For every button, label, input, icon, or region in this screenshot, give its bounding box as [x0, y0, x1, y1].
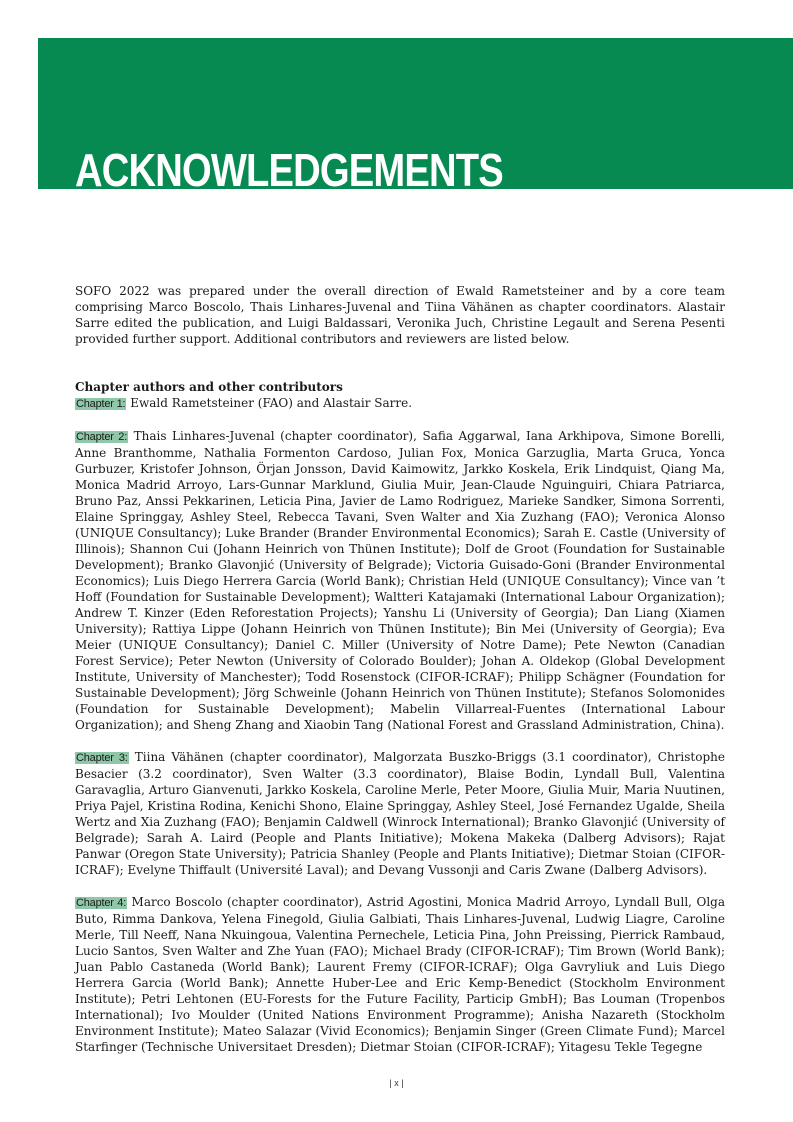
chapter-label: Chapter 1: — [76, 398, 126, 410]
chapter-label: Chapter 2: — [76, 431, 128, 443]
chapter-label: Chapter 3: — [76, 752, 128, 764]
main-content — [75, 283, 725, 1071]
chapter-label: Chapter 4: — [76, 897, 127, 909]
chapter-text: Thais Linhares-Juvenal (chapter coordinator), Safia Aggarwal, Iana Arkhipova, Simone Borelli, Anne Branthomme, Nathalia Formenton Cardoso, Julian Fox, Monica Garzuglia, Marta Gruca, Yonca Gurbuzer, Kristofer Johnson, Örjan Jonsson, David Kaimowitz, Jarkko Koskela, Erik Lindquist, Qiang Ma, Monica Madrid Arroyo, Lars-Gunnar Marklund, Giulia Muir, Jean-Claude Nguinguiri, Chiara Patriarca, Bruno Paz, Anssi Pekkarinen, Leticia Pina, Javier de Lamo Rodriguez, Marieke Sandker, Simona Sorrenti, Elaine Springgay, Ashley Steel, Rebecca Tavani, Sven Walter and Xia Zuzhang (FAO); Veronica Alonso (UNIQUE Consultancy); Luke Brander (Brander Environmental Economics); Sarah E. Castle (University of Illinois); Shannon Cui (Johann Heinrich von Thünen Institute); Dolf de Groot (Foundation for Sustainable Development); Branko Glavonjić (University of Belgrade); Victoria Guisado-Goni (Brander Environmental Economics); Luis Diego Herrera Garcia (World Bank); Christian Held (UNIQUE Consultancy); Vince van ’t Hoff (Foundation for Sustainable Development); Waltteri Katajamaki (International Labour Organization); Andrew T. Kinzer (Eden Reforestation Projects); Yanshu Li (University of Georgia); Dan Liang (Xiamen University); Rattiya Lippe (Johann Heinrich von Thünen Institute); Bin Mei (University of Georgia); Eva Meier (UNIQUE Consultancy); Daniel C. Miller (University of Notre Dame); Pete Newton (Canadian Forest Service); Peter Newton (University of Colorado Boulder); Johan A. Oldekop (Global Development Institute, University of Manchester); Todd Rosenstock (CIFOR-ICRAF); Philipp Schägner (Foundation for Sustainable Development); Jörg Schweinle (Johann Heinrich von Thünen Institute); Stefanos Solomonides (Foundation for Sustainable Development); Mabelin Villarreal-Fuentes (International Labour Organization); and Sheng Zhang and Xiaobin Tang (National Forest and Grassland Administration, China). — [75, 429, 725, 732]
section-heading: Chapter authors and other contributors — [75, 380, 343, 394]
chapter-1-contributors — [75, 395, 725, 412]
chapter-4-contributors — [75, 894, 725, 1055]
chapter-3-contributors — [75, 749, 725, 878]
chapter-text: Ewald Rametsteiner (FAO) and Alastair Sarre. — [126, 396, 413, 410]
chapter-text: Tiina Vähänen (chapter coordinator), Malgorzata Buszko-Briggs (3.1 coordinator), Christophe Besacier (3.2 coordinator), Sven Walter (3.3 coordinator), Blaise Bodin, Lyndall Bull, Valentina Garavaglia, Arturo Gianvenuti, Jarkko Koskela, Caroline Merle, Peter Moore, Giulia Muir, Maria Nuutinen, Priya Pajel, Kristina Rodina, Kenichi Shono, Elaine Springgay, Ashley Steel, José Fernandez Ugalde, Sheila Wertz and Xia Zuzhang (FAO); Benjamin Caldwell (Winrock International); Branko Glavonjić (University of Belgrade); Sarah A. Laird (People and Plants Initiative); Mokena Makeka (Dalberg Advisors); Rajat Panwar (Oregon State University); Patricia Shanley (People and Plants Initiative); Dietmar Stoian (CIFOR-ICRAF); Evelyne Thiffault (Université Laval); and Devang Vussonji and Caris Zwane (Dalberg Advisors). — [75, 750, 725, 877]
header-banner — [38, 38, 793, 189]
intro-paragraph: SOFO 2022 was prepared under the overall direction of Ewald Rametsteiner and by a core team comprising Marco Boscolo, Thais Linhares-Juvenal and Tiina Vähänen as chapter coordinators. Alastair Sarre edited the publication, and Luigi Baldassari, Veronika Juch, Christine Legault and Serena Pesenti provided further support. Additional contributors and reviewers are listed below. — [75, 284, 725, 346]
chapter-2-contributors — [75, 428, 725, 733]
page-number: | x | — [389, 1078, 404, 1088]
page-title: ACKNOWLEDGEMENTS — [75, 144, 503, 189]
chapter-text: Marco Boscolo (chapter coordinator), Astrid Agostini, Monica Madrid Arroyo, Lyndall Bull, Olga Buto, Rimma Dankova, Yelena Finegold, Giulia Galbiati, Thais Linhares-Juvenal, Ludwig Liagre, Caroline Merle, Till Neeff, Nana Nkuingoua, Valentina Pernechele, Leticia Pina, John Preissing, Pierrick Rambaud, Lucio Santos, Sven Walter and Zhe Yuan (FAO); Michael Brady (CIFOR-ICRAF); Tim Brown (World Bank); Juan Pablo Castaneda (World Bank); Laurent Fremy (CIFOR-ICRAF); Olga Gavryliuk and Luis Diego Herrera Garcia (World Bank); Annette Huber-Lee and Eric Kemp-Benedict (Stockholm Environment Institute); Petri Lehtonen (EU-Forests for the Future Facility, Particip GmbH); Bas Louman (Tropenbos International); Ivo Moulder (United Nations Environment Programme); Anisha Nazareth (Stockholm Environment Institute); Mateo Salazar (Vivid Economics); Benjamin Singer (Green Climate Fund); Marcel Starfinger (Technische Universitaet Dresden); Dietmar Stoian (CIFOR-ICRAF); Yitagesu Tekle Tegegne — [75, 895, 725, 1054]
